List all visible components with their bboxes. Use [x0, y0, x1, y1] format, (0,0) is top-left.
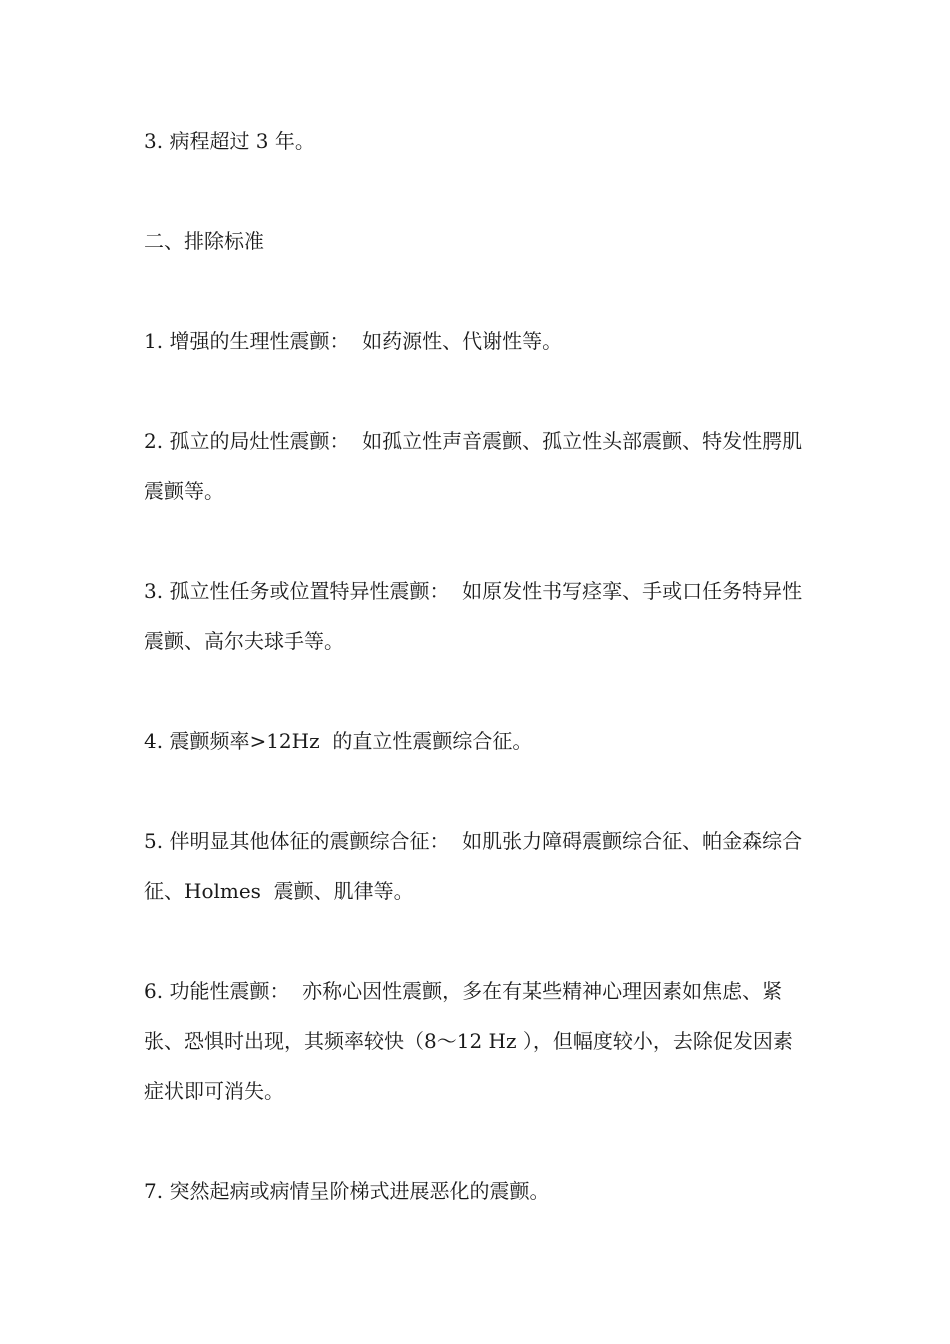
paragraph-gap: [144, 1116, 812, 1166]
exclusion-item-6: 6. 功能性震颤： 亦称心因性震颤，多在有某些精神心理因素如焦虑、紧张、恐惧时出现，其频率较快（8～12 Hz ），但幅度较小，去除促发因素症状即可消失。: [144, 979, 793, 1103]
criterion-item-3: 3. 病程超过 3 年。: [144, 129, 315, 153]
paragraph-gap: [144, 666, 812, 716]
exclusion-item-4: 4. 震颤频率>12Hz 的直立性震颤综合征。: [144, 729, 533, 753]
paragraph-gap: [144, 516, 812, 566]
exclusion-item-2: 2. 孤立的局灶性震颤： 如孤立性声音震颤、孤立性头部震颤、特发性腭肌震颤等。: [144, 429, 803, 503]
paragraph-gap: [144, 916, 812, 966]
exclusion-item-7: 7. 突然起病或病情呈阶梯式进展恶化的震颤。: [144, 1179, 550, 1203]
exclusion-item-1: 1. 增强的生理性震颤： 如药源性、代谢性等。: [144, 329, 563, 353]
paragraph-gap: [144, 166, 812, 216]
exclusion-item-3: 3. 孤立性任务或位置特异性震颤： 如原发性书写痉挛、手或口任务特异性震颤、高尔夫球手等。: [144, 579, 803, 653]
exclusion-item-5: 5. 伴明显其他体征的震颤综合征： 如肌张力障碍震颤综合征、帕金森综合征、Holmes 震颤、肌律等。: [144, 829, 803, 903]
paragraph-gap: [144, 266, 812, 316]
section-heading-exclusion-criteria: 二、排除标准: [144, 229, 264, 253]
paragraph-gap: [144, 366, 812, 416]
document-body: [144, 116, 812, 1216]
paragraph-gap: [144, 766, 812, 816]
